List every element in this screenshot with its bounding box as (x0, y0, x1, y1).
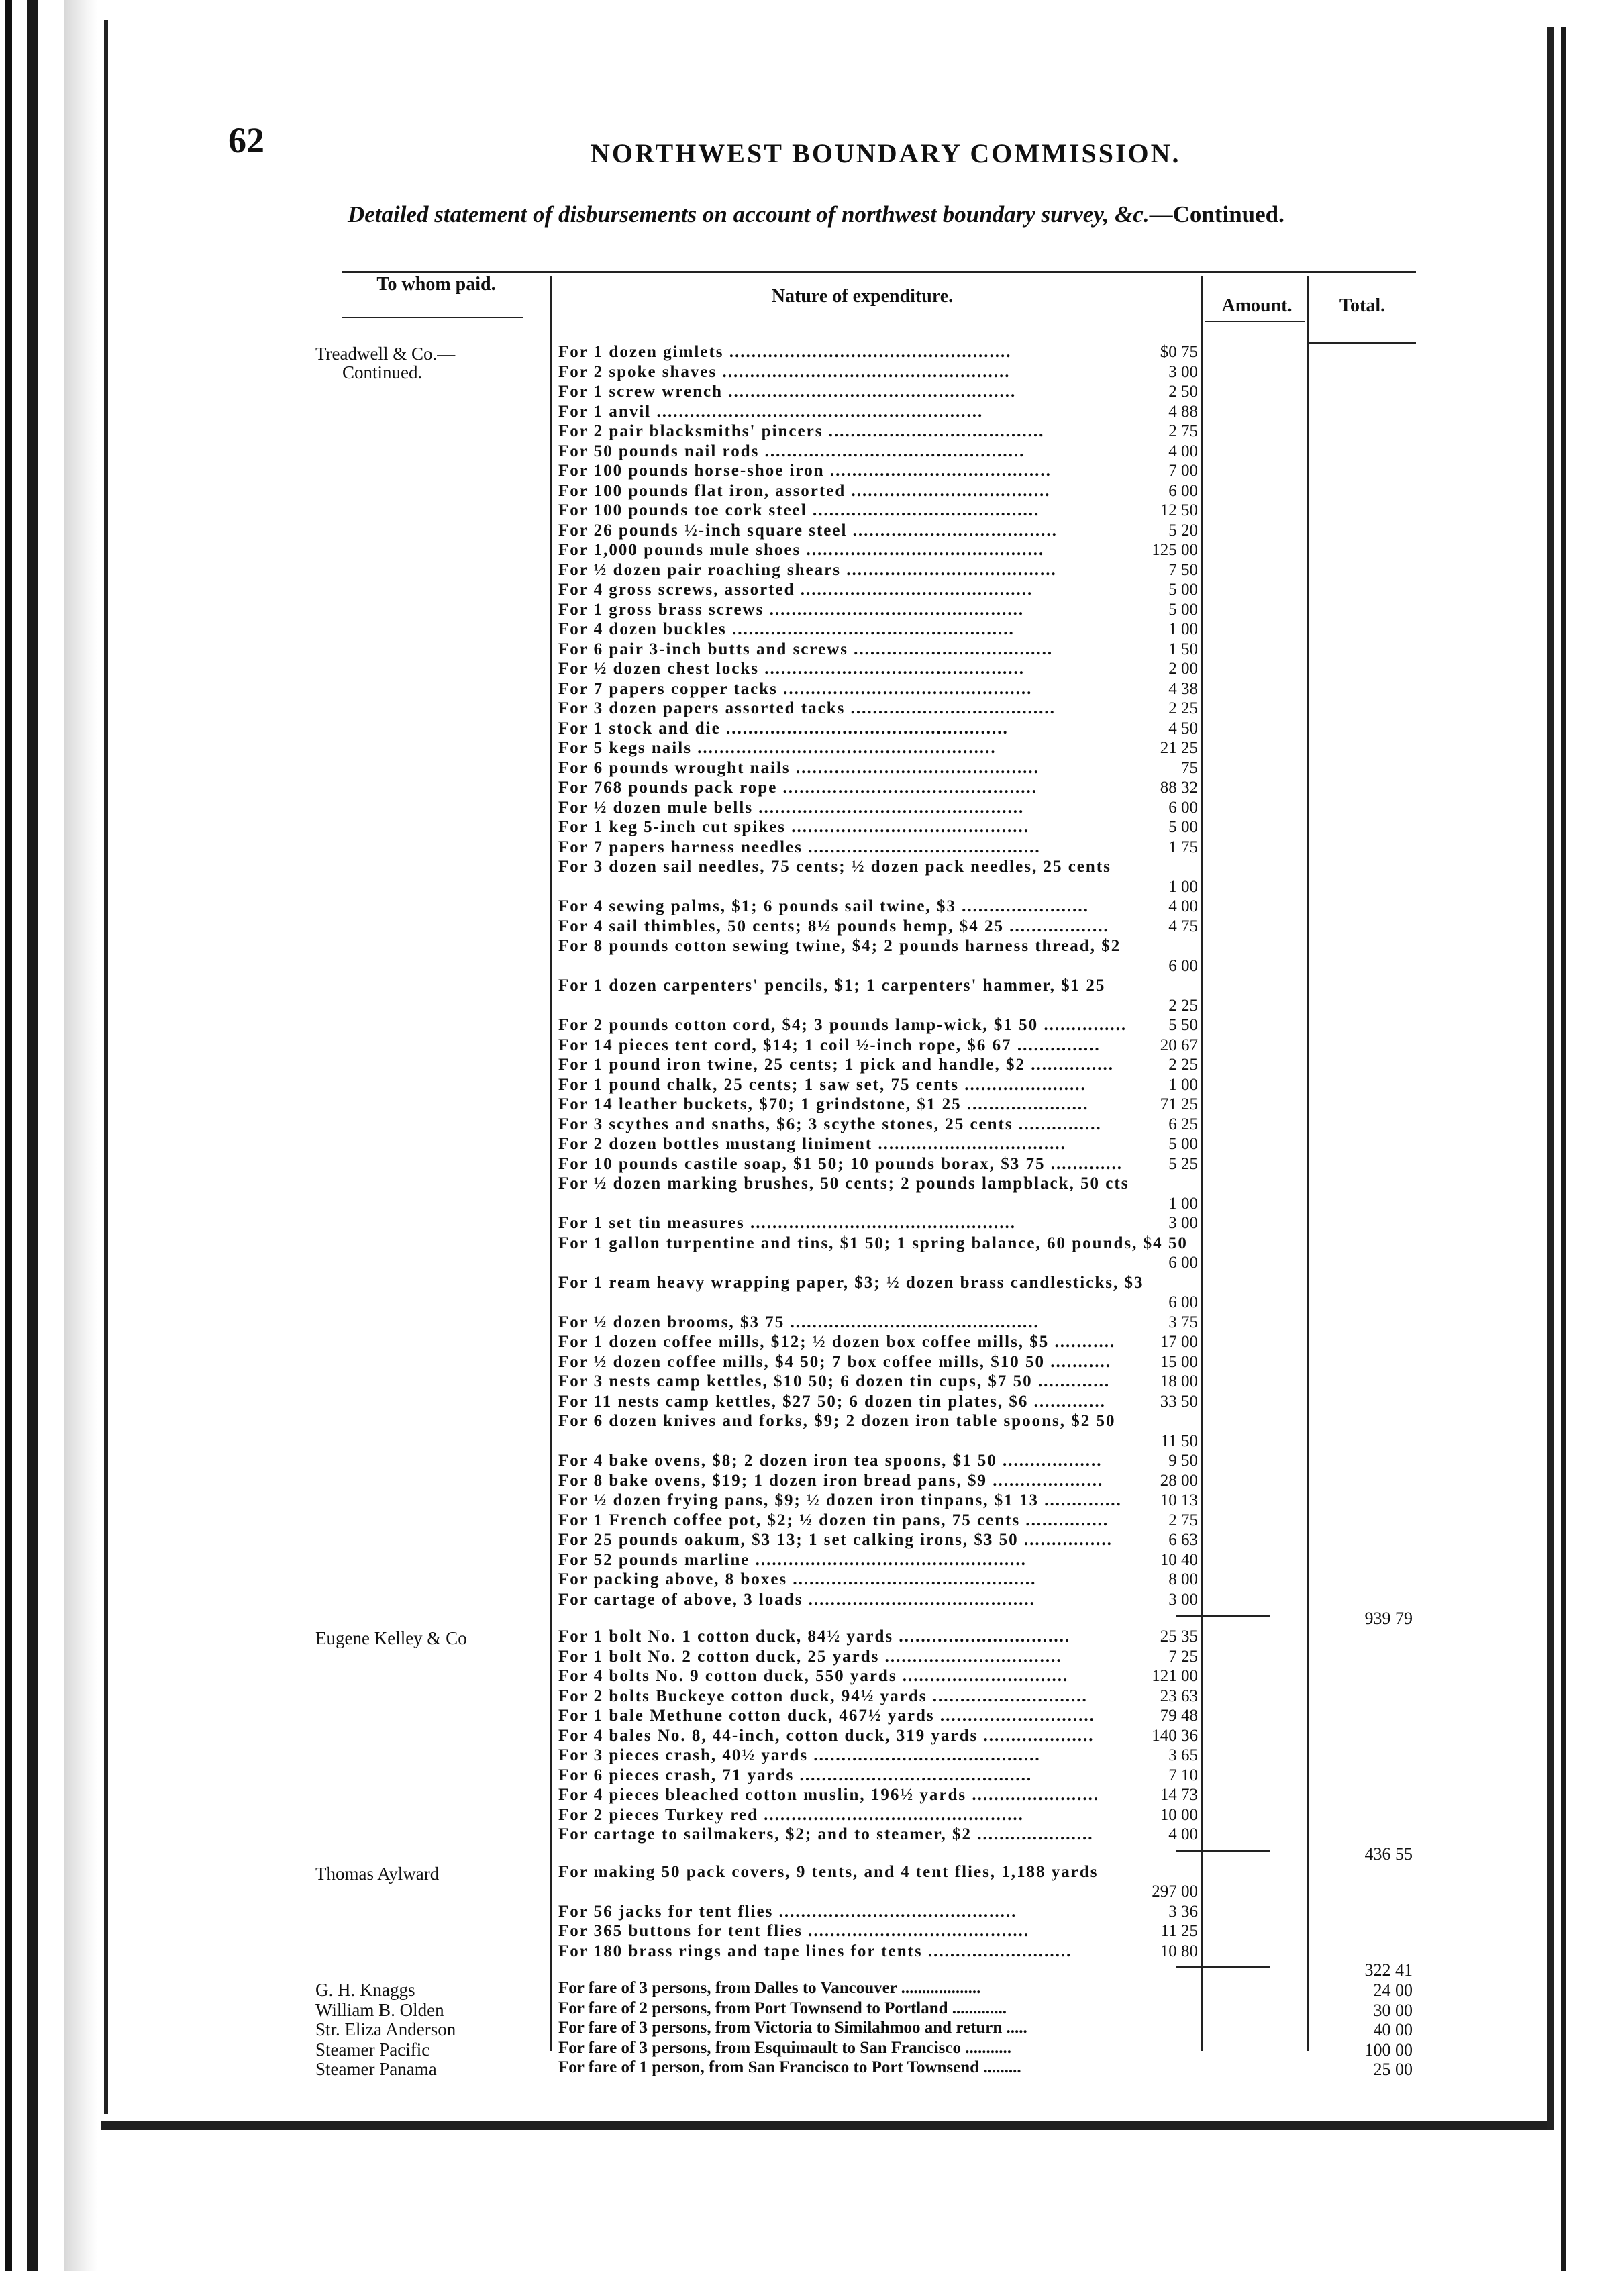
amount-value: 11 50 (1160, 1431, 1198, 1450)
expenditure-item (558, 1786, 1196, 1807)
expenditure-text: For 1 keg 5-inch cut spikes ........................................... (558, 819, 1029, 836)
expenditure-item (558, 462, 1196, 483)
amount-value: 20 67 (1160, 1036, 1198, 1054)
amount-value: 4 00 (1168, 897, 1198, 915)
group-total: 939 79 (1364, 1609, 1413, 1628)
expenditure-text: For 4 sewing palms, $1; 6 pounds sail twine, $3 ....................... (558, 898, 1089, 915)
expenditure-item (558, 1923, 1196, 1943)
amount-value: 28 00 (1160, 1471, 1198, 1490)
expenditure-item (558, 1864, 1196, 1903)
expenditure-text: For 14 pieces tent cord, $14; 1 coil ½-inch rope, $6 67 ............... (558, 1036, 1101, 1054)
amount-value: 33 50 (1160, 1392, 1198, 1411)
expenditure-item (558, 839, 1196, 859)
amount-value: 3 00 (1168, 1590, 1198, 1609)
amount-value: 7 00 (1168, 462, 1198, 480)
column-separator-nature (550, 276, 552, 2051)
expenditure-text: For 768 pounds pack rope .............................................. (558, 779, 1038, 797)
expenditure-item (558, 601, 1196, 621)
expenditure-item (558, 641, 1196, 661)
expenditure-text: For 1 dozen carpenters' pencils, $1; 1 carpenters' hammer, $1 25 (558, 977, 1106, 995)
amount-value: 5 20 (1168, 521, 1198, 540)
expenditure-text: For 3 nests camp kettles, $10 50; 6 dozen tin cups, $7 50 ............. (558, 1373, 1111, 1391)
column-separator-total (1307, 276, 1309, 2051)
expenditure-text: For ½ dozen coffee mills, $4 50; 7 box coffee mills, $10 50 ........... (558, 1353, 1112, 1371)
expenditure-text: For ½ dozen marking brushes, 50 cents; 2 pounds lampblack, 50 cts (558, 1175, 1129, 1193)
amount-value: 3 65 (1168, 1746, 1198, 1764)
expenditure-item (558, 1333, 1196, 1354)
expenditure-item (558, 1413, 1196, 1452)
expenditure-text: For 3 pieces crash, 40½ yards ......................................... (558, 1747, 1041, 1764)
amount-value: 125 00 (1152, 541, 1198, 559)
amount-value: 6 00 (1168, 798, 1198, 817)
amount-value: 6 00 (1168, 1293, 1198, 1311)
row-total: 25 00 (1373, 2060, 1413, 2079)
expenditure-item (558, 1373, 1196, 1393)
row-total: 100 00 (1364, 2039, 1413, 2060)
expenditure-item (558, 1807, 1196, 1827)
expenditure-item (558, 483, 1196, 503)
expenditure-text: For ½ dozen mule bells ................................................ (558, 799, 1025, 817)
expenditure-item (558, 799, 1196, 819)
amount-value: 1 00 (1168, 1075, 1198, 1094)
expenditure-item (558, 1452, 1196, 1472)
expenditure-text: For 1 pound chalk, 25 cents; 1 saw set, 75 cents ...................... (558, 1076, 1086, 1094)
amount-value: 7 25 (1168, 1647, 1198, 1666)
amount-value: 2 00 (1168, 660, 1198, 678)
expenditure-item (558, 1571, 1196, 1591)
amount-value: 5 00 (1168, 600, 1198, 619)
expenditure-text: For 3 scythes and snaths, $6; 3 scythe stones, 25 cents ............... (558, 1115, 1102, 1133)
header-bottom-rule-left (342, 317, 523, 318)
expenditure-item (558, 423, 1196, 443)
amount-value: 3 00 (1168, 1214, 1198, 1232)
expenditure-item (558, 1727, 1196, 1748)
amount-value: 17 00 (1160, 1333, 1198, 1351)
payee-name: Thomas Aylward (315, 1863, 440, 1884)
expenditure-item (558, 1668, 1196, 1688)
expenditure-item (558, 1826, 1196, 1846)
amount-value: 6 63 (1168, 1531, 1198, 1549)
header-total: Total. (1339, 295, 1386, 316)
expenditure-item (558, 1552, 1196, 1572)
amount-value: 15 00 (1160, 1352, 1198, 1371)
expenditure-text: For ½ dozen frying pans, $9; ½ dozen iron tinpans, $1 13 .............. (558, 1492, 1122, 1509)
expenditure-item (558, 1492, 1196, 1512)
expenditure-item (558, 1943, 1196, 1963)
amount-value: 7 50 (1168, 560, 1198, 579)
amount-value: 18 00 (1160, 1372, 1198, 1391)
running-head: NORTHWEST BOUNDARY COMMISSION. (591, 138, 1181, 168)
row-total: 40 00 (1373, 2020, 1413, 2039)
expenditure-item (558, 1037, 1196, 1057)
expenditure-item (558, 1156, 1196, 1176)
payee-name: Eugene Kelley & Co (315, 1628, 467, 1648)
expenditure-item (558, 1314, 1196, 1334)
amount-value: 1 00 (1168, 620, 1198, 638)
amount-value: 4 00 (1168, 442, 1198, 460)
table-caption (348, 201, 1415, 228)
expenditure-text: For 50 pounds nail rods ............................................... (558, 442, 1025, 460)
amount-value: 10 80 (1160, 1941, 1198, 1960)
expenditure-item (558, 621, 1196, 641)
expenditure-text: For 1 French coffee pot, $2; ½ dozen tin pans, 75 cents ............... (558, 1511, 1109, 1529)
expenditure-item (558, 1591, 1196, 1611)
expenditure-item (558, 760, 1196, 780)
amount-value: 10 40 (1160, 1550, 1198, 1569)
expenditure-text: For 3 dozen papers assorted tacks ..................................... (558, 700, 1056, 717)
expenditure-item (558, 1903, 1196, 1923)
expenditure-item (558, 1531, 1196, 1552)
expenditure-item (558, 779, 1196, 799)
expenditure-text: For 11 nests camp kettles, $27 50; 6 dozen tin plates, $6 ............. (558, 1393, 1106, 1411)
amount-value: 21 25 (1160, 739, 1198, 757)
expenditure-text: For cartage of above, 3 loads ......................................... (558, 1591, 1035, 1609)
expenditure-item (558, 1136, 1196, 1156)
expenditure-item (558, 819, 1196, 839)
scan-bottom-edge (101, 2121, 1550, 2130)
expenditure-item (558, 562, 1196, 582)
amount-value: 2 25 (1168, 1056, 1198, 1074)
expenditure-text: For 2 bolts Buckeye cotton duck, 94½ yards ............................ (558, 1687, 1088, 1705)
expenditure-text: For 5 kegs nails ...................................................... (558, 740, 997, 757)
amount-value: $0 75 (1160, 343, 1198, 361)
expenditure-item (558, 581, 1196, 601)
expenditure-text: For 6 dozen knives and forks, $9; 2 dozen iron table spoons, $2 50 (558, 1413, 1116, 1430)
expenditure-text: For 6 pieces crash, 71 yards .......................................... (558, 1766, 1033, 1784)
amount-value: 14 73 (1160, 1786, 1198, 1804)
amount-value: 10 13 (1160, 1491, 1198, 1509)
expenditure-item (558, 938, 1196, 977)
expenditure-item: For fare of 3 persons, from Victoria to Similahmoo and return ..... (558, 2019, 1027, 2037)
expenditure-text: For 100 pounds flat iron, assorted .................................... (558, 482, 1051, 500)
amount-value: 3 75 (1168, 1313, 1198, 1331)
expenditure-item (558, 443, 1196, 463)
expenditure-text: For 4 bales No. 8, 44-inch, cotton duck, 319 yards .................... (558, 1727, 1095, 1745)
amount-sum-rule (1176, 1966, 1270, 1968)
payee-name: G. H. Knaggs (315, 1980, 415, 2000)
amount-value: 2 25 (1168, 996, 1198, 1015)
payee-name: Steamer Pacific (315, 2039, 430, 2060)
payee-name: Str. Eliza Anderson (315, 2019, 456, 2039)
expenditure-item (558, 1096, 1196, 1116)
expenditure-item (558, 542, 1196, 562)
scan-left-edge (0, 0, 121, 2271)
amount-value: 5 00 (1168, 1135, 1198, 1153)
amount-value: 11 25 (1160, 1922, 1198, 1940)
expenditure-text: For 100 pounds toe cork steel ......................................... (558, 502, 1040, 519)
expenditure-item (558, 700, 1196, 720)
expenditure-item (558, 1393, 1196, 1413)
expenditure-text: For 26 pounds ½-inch square steel ..................................... (558, 521, 1058, 540)
amount-value: 7 10 (1168, 1766, 1198, 1784)
expenditure-text: For 100 pounds horse-shoe iron ........................................ (558, 462, 1052, 480)
amount-value: 4 88 (1168, 402, 1198, 421)
expenditure-item (558, 1235, 1196, 1274)
amount-value: 75 (1181, 758, 1198, 777)
expenditure-text: For 8 pounds cotton sewing twine, $4; 2 pounds harness thread, $2 (558, 938, 1121, 955)
amount-value: 6 25 (1168, 1115, 1198, 1133)
group-total: 436 55 (1364, 1844, 1413, 1864)
payee-name: Treadwell & Co.— (315, 344, 456, 364)
expenditure-item: For fare of 3 persons, from Dalles to Vancouver ................... (558, 1980, 981, 1997)
amount-value: 2 75 (1168, 422, 1198, 440)
next-page-edge (1561, 0, 1624, 2271)
header-bottom-rule-right (1309, 342, 1416, 344)
amount-value: 1 50 (1168, 640, 1198, 658)
expenditure-text: For 2 pounds cotton cord, $4; 3 pounds lamp-wick, $1 50 ............... (558, 1017, 1127, 1034)
expenditure-item (558, 344, 1196, 364)
expenditure-item (558, 1354, 1196, 1374)
expenditure-item (558, 1767, 1196, 1787)
expenditure-item (558, 383, 1196, 403)
expenditure-item (558, 502, 1196, 522)
expenditure-item (558, 403, 1196, 423)
expenditure-item: For fare of 3 persons, from Esquimault to San Francisco ........... (558, 2039, 1011, 2057)
expenditure-text: For 1 dozen coffee mills, $12; ½ dozen box coffee mills, $5 ........... (558, 1333, 1116, 1351)
expenditure-text: For 1 bolt No. 1 cotton duck, 84½ yards ............................... (558, 1628, 1071, 1646)
amount-value: 10 00 (1160, 1805, 1198, 1824)
expenditure-item (558, 1215, 1196, 1235)
amount-value: 6 00 (1168, 1254, 1198, 1272)
expenditure-text: For 2 pair blacksmiths' pincers ....................................... (558, 423, 1045, 440)
expenditure-text: For 4 dozen buckles ................................................... (558, 621, 1015, 638)
expenditure-text: For packing above, 8 boxes ............................................ (558, 1571, 1037, 1588)
amount-value: 4 00 (1168, 1825, 1198, 1844)
amount-value: 79 48 (1160, 1707, 1198, 1725)
expenditure-text: For 2 pieces Turkey red ............................................... (558, 1806, 1024, 1824)
amount-value: 12 50 (1160, 501, 1198, 519)
expenditure-item (558, 858, 1196, 898)
expenditure-item: For fare of 1 person, from San Francisco to Port Townsend ......... (558, 2059, 1021, 2076)
amount-sum-rule (1176, 1615, 1270, 1617)
expenditure-text: For 180 brass rings and tape lines for tents .......................... (558, 1942, 1072, 1960)
expenditure-text: For 1,000 pounds mule shoes ........................................... (558, 542, 1045, 559)
amount-value: 1 75 (1168, 838, 1198, 856)
payee-name: Steamer Panama (315, 2059, 437, 2079)
expenditure-item (558, 680, 1196, 701)
expenditure-text: For 14 leather buckets, $70; 1 grindstone, $1 25 ...................... (558, 1096, 1089, 1113)
group-total: 322 41 (1364, 1960, 1413, 1980)
amount-value: 3 00 (1168, 362, 1198, 381)
expenditure-text: For 1 screw wrench .................................................... (558, 383, 1017, 401)
expenditure-text: For 6 pair 3-inch butts and screws .................................... (558, 640, 1054, 658)
scan-right-edge (1547, 27, 1554, 2130)
header-bottom-rule-amount (1205, 321, 1305, 322)
expenditure-item (558, 1512, 1196, 1532)
expenditure-item (558, 977, 1196, 1017)
amount-value: 5 50 (1168, 1016, 1198, 1034)
expenditure-text: For 10 pounds castile soap, $1 50; 10 pounds borax, $3 75 ............. (558, 1155, 1123, 1173)
row-total: 30 00 (1373, 2000, 1413, 2020)
amount-value: 23 63 (1160, 1686, 1198, 1705)
expenditure-item (558, 1648, 1196, 1668)
expenditure-item (558, 1076, 1196, 1097)
expenditure-text: For ½ dozen chest locks ............................................... (558, 660, 1025, 678)
amount-value: 5 00 (1168, 818, 1198, 836)
expenditure-item (558, 1056, 1196, 1076)
amount-value: 2 50 (1168, 383, 1198, 401)
expenditure-item (558, 1688, 1196, 1708)
expenditure-item (558, 720, 1196, 740)
expenditure-item (558, 740, 1196, 760)
amount-value: 4 75 (1168, 917, 1198, 936)
expenditure-item (558, 1707, 1196, 1727)
expenditure-item (558, 1472, 1196, 1493)
expenditure-text: For 4 gross screws, assorted .......................................... (558, 581, 1033, 599)
row-total: 24 00 (1373, 1980, 1413, 2000)
expenditure-item (558, 1017, 1196, 1037)
amount-value: 6 00 (1168, 481, 1198, 500)
amount-value: 4 38 (1168, 679, 1198, 698)
expenditure-text: For 3 dozen sail needles, 75 cents; ½ dozen pack needles, 25 cents (558, 858, 1111, 876)
amount-value: 2 75 (1168, 1511, 1198, 1529)
amount-sum-rule (1176, 1850, 1270, 1852)
expenditure-text: For 4 pieces bleached cotton muslin, 196½ yards ....................... (558, 1786, 1100, 1804)
expenditure-item (558, 898, 1196, 918)
expenditure-text: For 4 bake ovens, $8; 2 dozen iron tea spoons, $1 50 .................. (558, 1452, 1103, 1470)
payee-name: Continued. (342, 362, 423, 383)
expenditure-text: For ½ dozen pair roaching shears ...................................... (558, 561, 1057, 579)
header-to-whom: To whom paid. (376, 274, 496, 295)
amount-value: 88 32 (1160, 778, 1198, 797)
expenditure-text: For cartage to sailmakers, $2; and to steamer, $2 ..................... (558, 1826, 1094, 1844)
expenditure-item (558, 918, 1196, 938)
expenditure-text: For 1 stock and die ................................................... (558, 719, 1009, 738)
amount-value: 297 00 (1152, 1882, 1198, 1901)
expenditure-text: For 1 set tin measures ................................................ (558, 1215, 1017, 1232)
expenditure-text: For 1 dozen gimlets ................................................... (558, 344, 1012, 361)
amount-value: 1 00 (1168, 1194, 1198, 1213)
header-amount: Amount. (1221, 295, 1292, 316)
expenditure-text: For ½ dozen brooms, $3 75 ............................................. (558, 1313, 1039, 1331)
expenditure-text: For 1 pound iron twine, 25 cents; 1 pick and handle, $2 ............... (558, 1056, 1114, 1074)
expenditure-text: For 7 papers copper tacks ............................................. (558, 680, 1033, 698)
expenditure-text: For 2 spoke shaves .................................................... (558, 363, 1011, 381)
caption-text: Detailed statement of disbursements on account of northwest boundary survey, &c. (348, 201, 1150, 228)
amount-value: 2 25 (1168, 699, 1198, 717)
expenditure-text: For 1 bolt No. 2 cotton duck, 25 yards ................................ (558, 1648, 1062, 1666)
page-number: 62 (228, 120, 264, 160)
expenditure-text: For 4 sail thimbles, 50 cents; 8½ pounds hemp, $4 25 .................. (558, 917, 1109, 936)
expenditure-item (558, 1116, 1196, 1136)
expenditure-item: For fare of 2 persons, from Port Townsend to Portland ............. (558, 1999, 1007, 2017)
expenditure-text: For 56 jacks for tent flies ........................................... (558, 1903, 1017, 1921)
expenditure-text: For 6 pounds wrought nails ............................................ (558, 759, 1039, 777)
amount-value: 4 50 (1168, 719, 1198, 738)
expenditure-item (558, 1175, 1196, 1215)
payee-name: William B. Olden (315, 1999, 444, 2020)
expenditure-item (558, 522, 1196, 542)
expenditure-text: For 1 anvil ........................................................... (558, 403, 984, 421)
expenditure-text: For 25 pounds oakum, $3 13; 1 set calking irons, $3 50 ................ (558, 1531, 1113, 1549)
expenditure-text: For 365 buttons for tent flies ........................................ (558, 1923, 1030, 1940)
expenditure-text: For 2 dozen bottles mustang liniment .................................. (558, 1136, 1066, 1153)
column-separator-amount (1201, 276, 1203, 2051)
amount-value: 121 00 (1152, 1667, 1198, 1685)
expenditure-item (558, 1274, 1196, 1314)
amount-value: 9 50 (1168, 1452, 1198, 1470)
expenditure-item (558, 660, 1196, 680)
expenditure-text: For 1 gallon turpentine and tins, $1 50; 1 spring balance, 60 pounds, $4 50 (558, 1234, 1188, 1252)
amount-value: 5 00 (1168, 581, 1198, 599)
expenditure-text: For making 50 pack covers, 9 tents, and 4 tent flies, 1,188 yards (558, 1863, 1099, 1881)
expenditure-item (558, 364, 1196, 384)
expenditure-text: For 1 ream heavy wrapping paper, $3; ½ dozen brass candlesticks, $3 (558, 1274, 1144, 1292)
amount-value: 140 36 (1152, 1726, 1198, 1745)
amount-value: 25 35 (1160, 1627, 1198, 1646)
header-nature: Nature of expenditure. (771, 286, 954, 307)
amount-value: 3 36 (1168, 1902, 1198, 1921)
expenditure-text: For 4 bolts No. 9 cotton duck, 550 yards .............................. (558, 1668, 1069, 1685)
caption-suffix: —Continued. (1149, 201, 1284, 228)
expenditure-text: For 1 bale Methune cotton duck, 467½ yards ............................ (558, 1707, 1095, 1725)
amount-value: 8 00 (1168, 1570, 1198, 1588)
expenditure-item (558, 1747, 1196, 1767)
amount-value: 1 00 (1168, 877, 1198, 896)
amount-value: 6 00 (1168, 956, 1198, 975)
expenditure-text: For 8 bake ovens, $19; 1 dozen iron bread pans, $9 .................... (558, 1472, 1104, 1490)
expenditure-text: For 52 pounds marline ................................................. (558, 1551, 1027, 1569)
expenditure-item (558, 1628, 1196, 1648)
amount-value: 71 25 (1160, 1095, 1198, 1113)
expenditure-text: For 7 papers harness needles .......................................... (558, 838, 1041, 856)
header-top-rule (342, 271, 1416, 273)
expenditure-text: For 1 gross brass screws .............................................. (558, 601, 1025, 619)
amount-value: 5 25 (1168, 1154, 1198, 1173)
